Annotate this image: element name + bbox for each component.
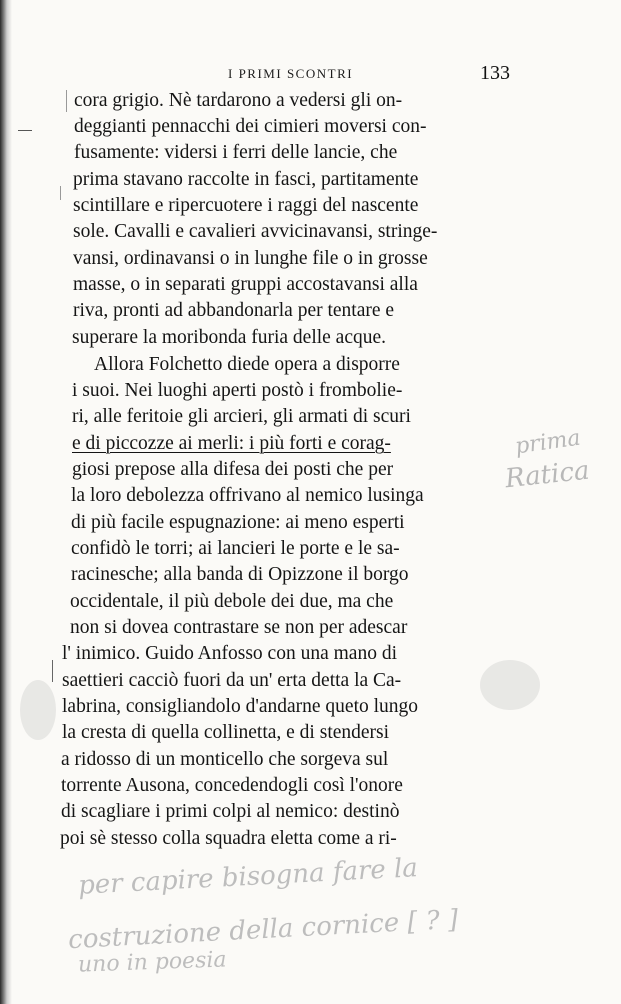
pencil-smudge — [480, 660, 540, 710]
text-line: cora grigio. Nè tardarono a vedersi gli on- — [74, 90, 403, 111]
margin-note: Ratica — [503, 455, 591, 495]
text-line: l' inimico. Guido Anfosso con una mano di — [62, 643, 397, 664]
handwritten-line: per capire bisogna fare la — [77, 853, 419, 901]
text-line: riva, pronti ad abbandonarla per tentare e — [73, 300, 395, 321]
text-line: Allora Folchetto diede opera a disporre — [94, 354, 400, 375]
text-line: confidò le torri; ai lancieri le porte e le sa- — [71, 538, 400, 559]
binding-shadow — [0, 0, 12, 1004]
text-line: di scagliare i primi colpi al nemico: destinò — [61, 801, 400, 822]
text-line: deggianti pennacchi dei cimieri moversi con- — [74, 116, 427, 137]
text-line: fusamente: vidersi i ferri delle lancie, che — [74, 142, 398, 163]
page-number: 133 — [480, 62, 510, 84]
text-line: giosi prepose alla difesa dei posti che per — [72, 459, 394, 480]
text-line: i suoi. Nei luoghi aperti postò i frombolie- — [72, 380, 403, 401]
text-line: racinesche; alla banda di Opizzone il borgo — [71, 564, 409, 585]
text-line: vansi, ordinavansi o in lunghe file o in grosse — [73, 248, 428, 269]
margin-tick — [18, 130, 32, 131]
text-line: poi sè stesso colla squadra eletta come a ri- — [60, 828, 397, 849]
text-line: prima stavano raccolte in fasci, partitamente — [73, 169, 419, 190]
text-line: masse, o in separati gruppi accostavansi alla — [73, 274, 418, 295]
handwritten-line: uno in poesia — [77, 947, 227, 978]
text-line: a ridosso di un monticello che sorgeva sul — [61, 749, 389, 770]
pencil-smudge — [20, 680, 56, 740]
text-line: sole. Cavalli e cavalieri avvicinavansi, stringe- — [73, 221, 438, 242]
page-header — [78, 62, 510, 88]
margin-note: prima — [513, 425, 583, 460]
text-line: torrente Ausona, concedendogli così l'onore — [61, 775, 403, 796]
text-line: non si dovea contrastare se non per adescar — [70, 617, 408, 638]
text-line: saettieri cacciò fuori da un' erta detta la Ca- — [62, 670, 402, 691]
text-line: la cresta di quella collinetta, e di stendersi — [62, 722, 390, 743]
text-line: scintillare e ripercuotere i raggi del nascente — [73, 195, 419, 216]
text-line: superare la moribonda furia delle acque. — [72, 327, 387, 348]
text-line: ri, alle feritoie gli arcieri, gli armati di scuri — [72, 406, 411, 427]
text-line: di più facile espugnazione: ai meno esperti — [71, 512, 405, 533]
handwritten-line: costruzione della cornice [ ? ] — [67, 904, 459, 956]
margin-tick — [60, 186, 61, 200]
text-line: occidentale, il più debole dei due, ma che — [70, 591, 394, 612]
running-head: I PRIMI SCONTRI — [228, 66, 354, 81]
margin-tick — [66, 90, 67, 112]
text-line-underlined: e di piccozze ai merli: i più forti e corag- — [72, 433, 391, 454]
text-line: labrina, consigliandolo d'andarne queto lungo — [62, 696, 419, 717]
text-line: la loro debolezza offrivano al nemico lusinga — [71, 485, 424, 506]
margin-tick — [52, 660, 53, 682]
